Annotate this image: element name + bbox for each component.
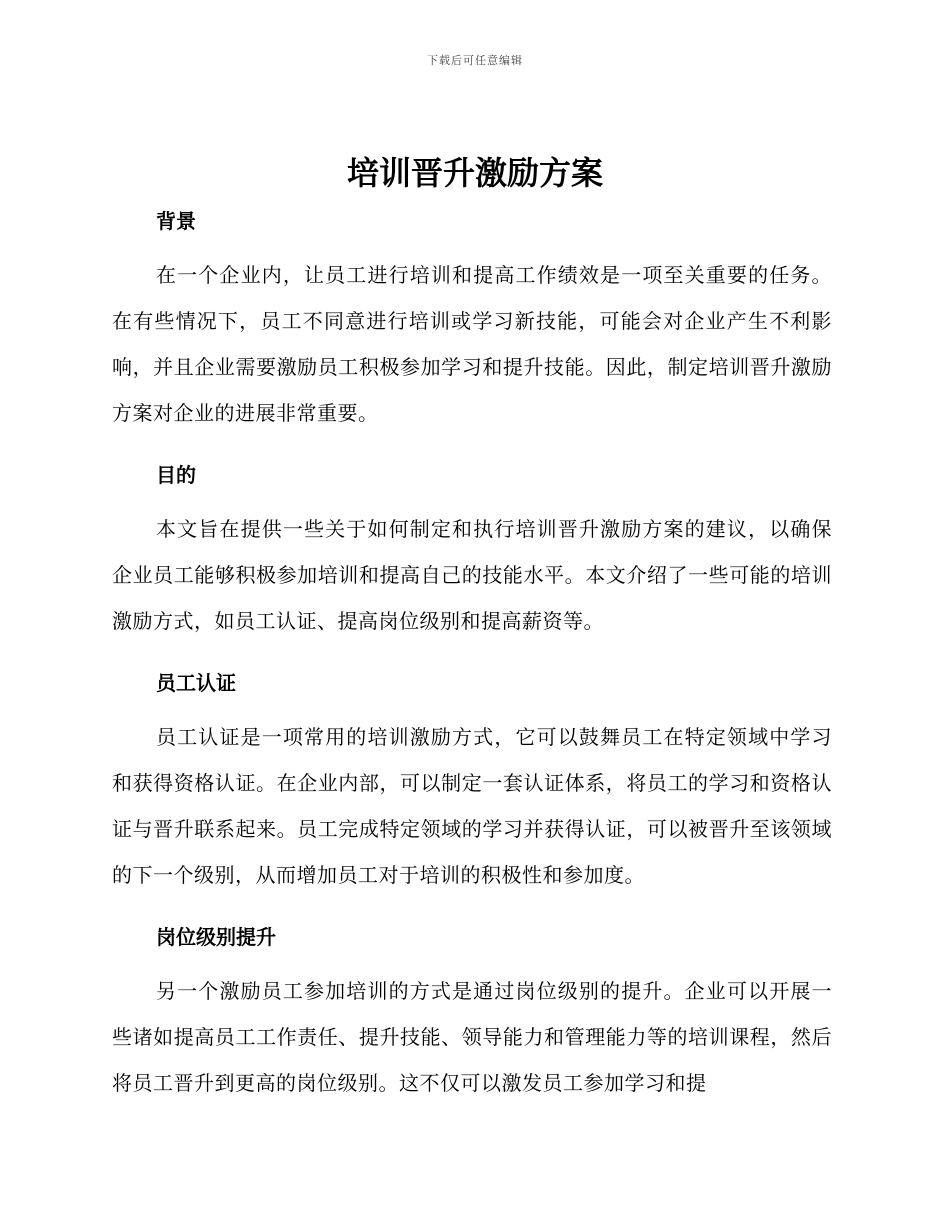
section-heading: 目的 — [156, 463, 196, 487]
section-paragraph: 在一个企业内，让员工进行培训和提高工作绩效是一项至关重要的任务。在有些情况下，员工不同意进行培训或学习新技能，可能会对企业产生不利影响，并且企业需要激励员工积极参加学习和提升技能。因此，制定培训晋升激励方案对企业的进展非常重要。 — [112, 263, 832, 425]
section-employee-certification — [112, 662, 832, 898]
document-body — [112, 200, 832, 1124]
section-paragraph: 员工认证是一项常用的培训激励方式，它可以鼓舞员工在特定领域中学习和获得资格认证。在企业内部，可以制定一套认证体系，将员工的学习和资格认证与晋升联系起来。员工完成特定领域的学习并获得认证，可以被晋升至该领域的下一个级别，从而增加员工对于培训的积极性和参加度。 — [112, 725, 832, 887]
section-paragraph: 本文旨在提供一些关于如何制定和执行培训晋升激励方案的建议，以确保企业员工能够积极参加培训和提高自己的技能水平。本文介绍了一些可能的培训激励方式，如员工认证、提高岗位级别和提高薪资等。 — [112, 517, 832, 633]
section-heading: 岗位级别提升 — [156, 925, 276, 949]
section-paragraph: 另一个激励员工参加培训的方式是通过岗位级别的提升。企业可以开展一些诸如提高员工工作责任、提升技能、领导能力和管理能力等的培训课程，然后将员工晋升到更高的岗位级别。这不仅可以激发员工参加学习和提 — [112, 979, 832, 1095]
page-header-note: 下载后可任意编辑 — [427, 54, 523, 67]
document-title: 培训晋升激励方案 — [346, 154, 603, 192]
section-position-promotion — [112, 916, 832, 1106]
section-purpose — [112, 454, 832, 644]
section-heading: 背景 — [156, 209, 196, 233]
section-background — [112, 200, 832, 436]
section-heading: 员工认证 — [156, 671, 236, 695]
